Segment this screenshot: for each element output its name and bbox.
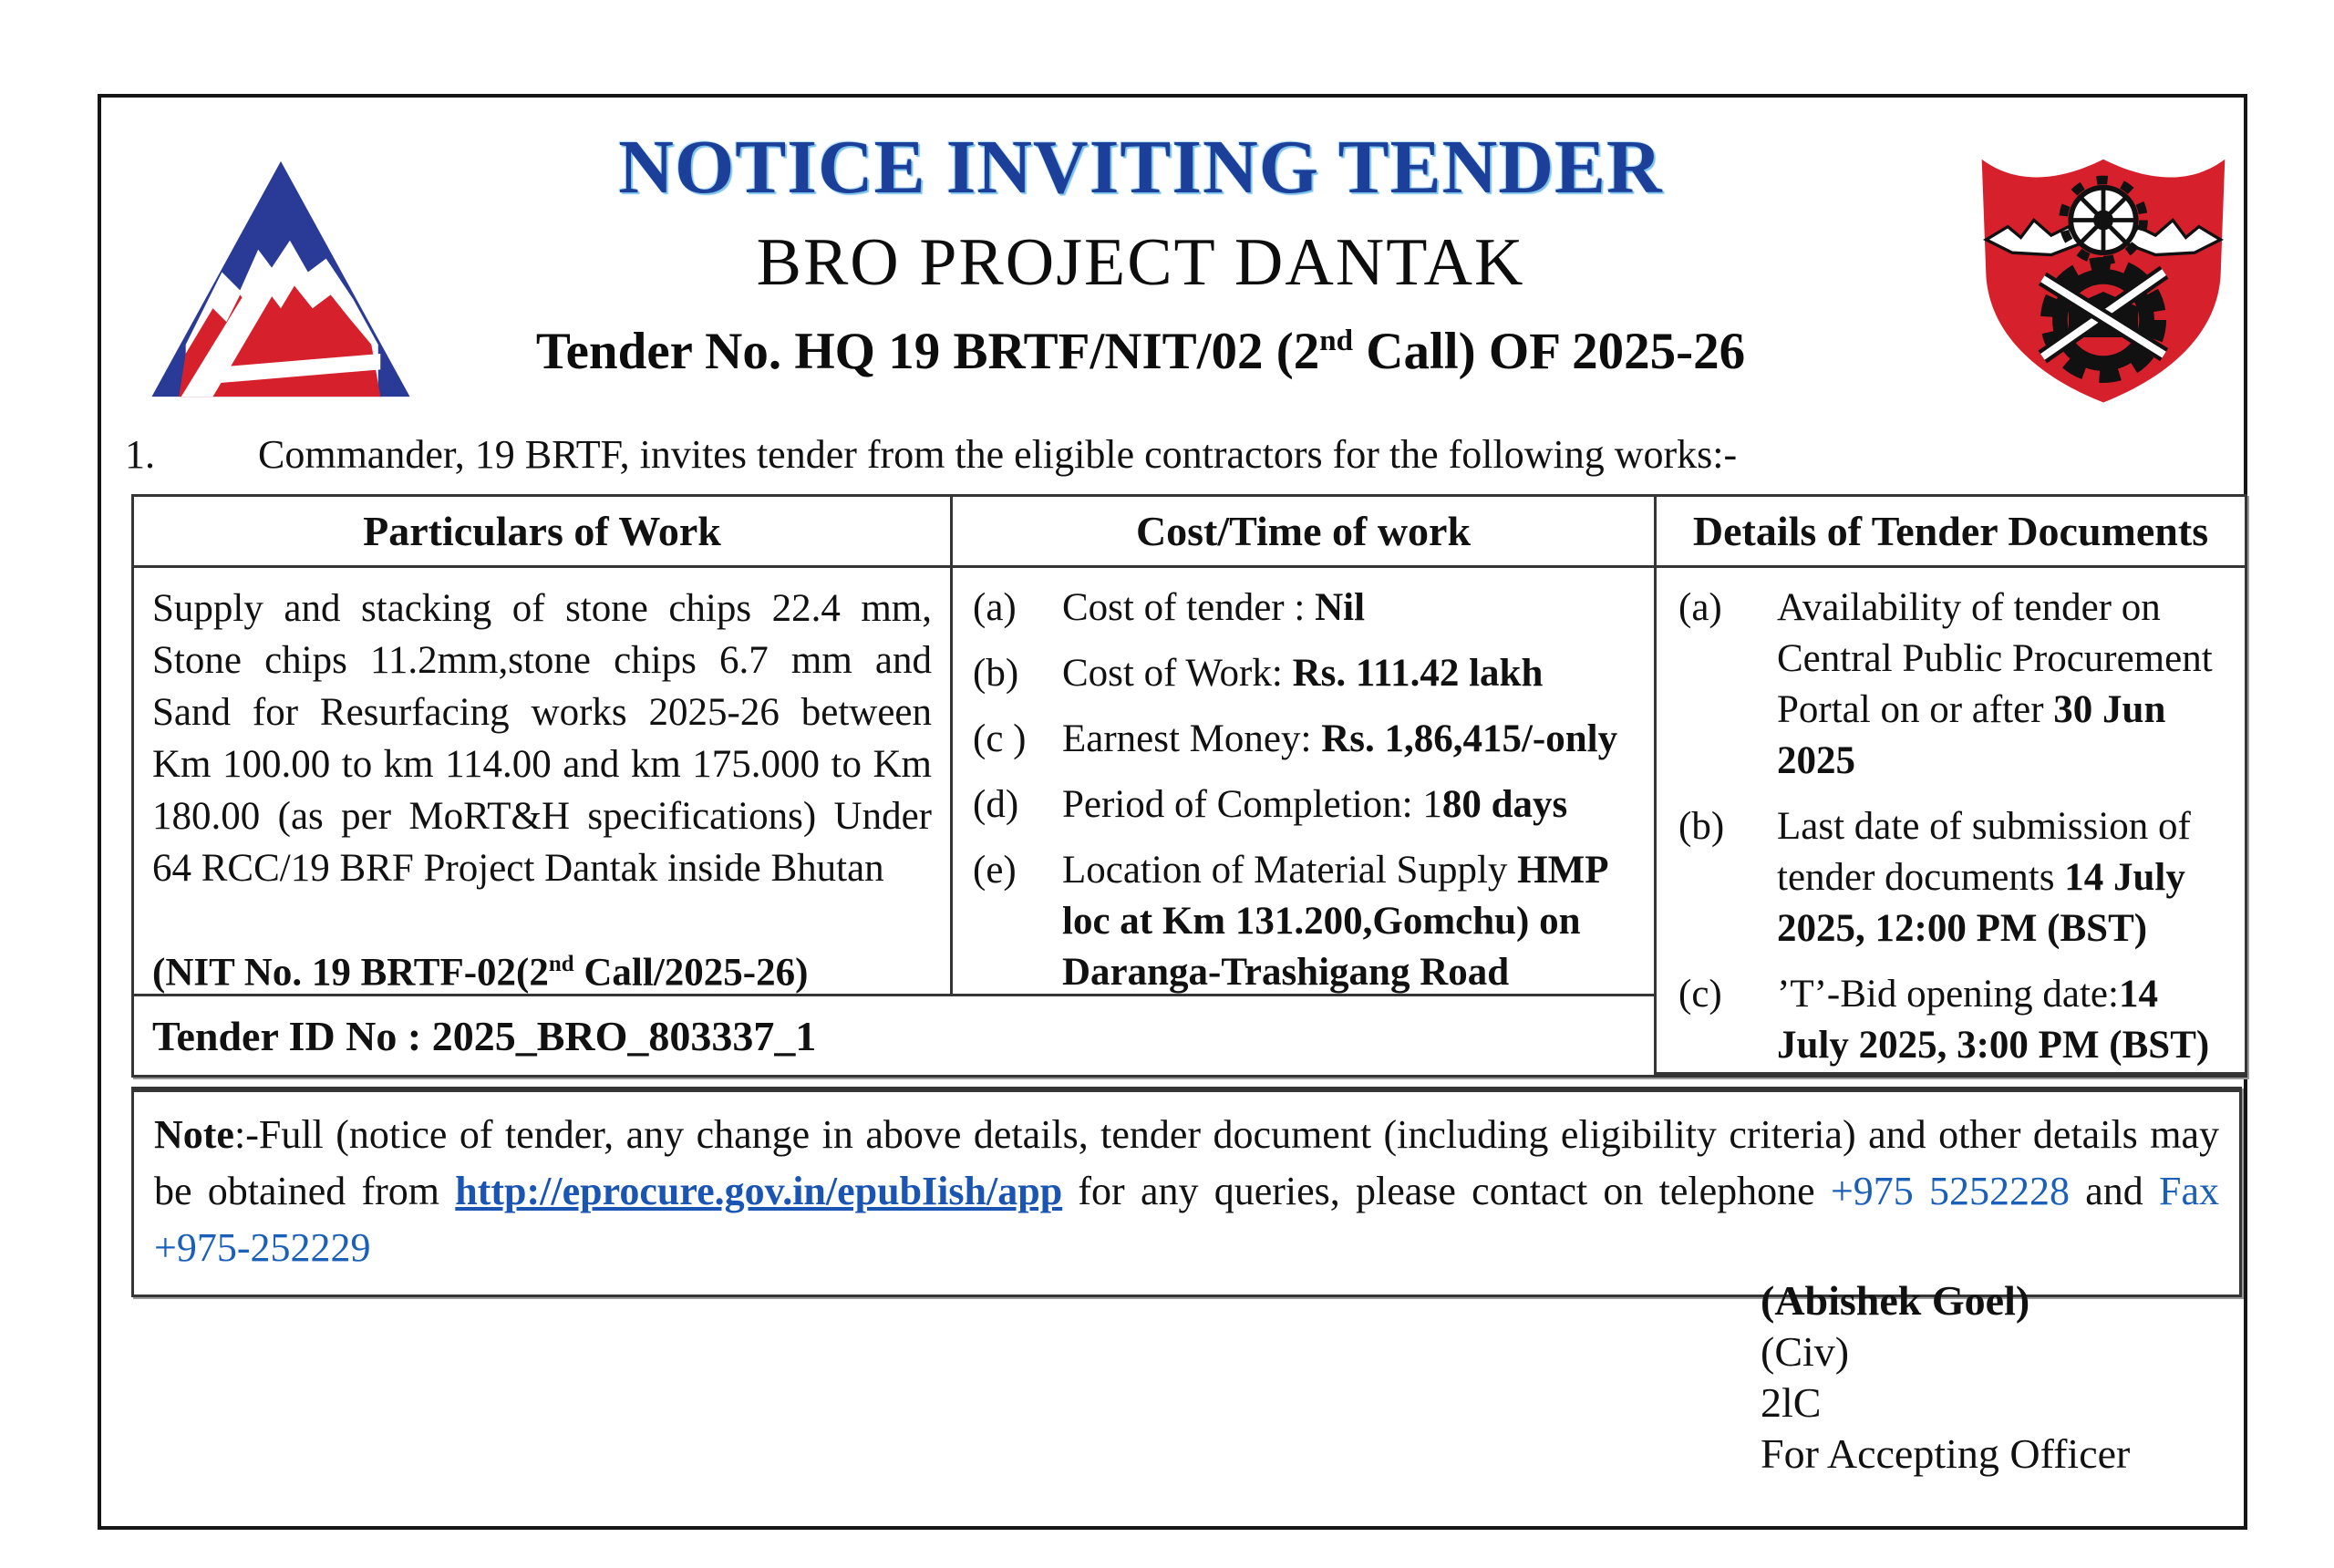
- list-item-location-of-material: [973, 845, 1643, 998]
- tender-notice-page: [98, 94, 2247, 1530]
- tender-id-cell: Tender ID No : 2025_BRO_803337_1: [134, 996, 1657, 1075]
- item-text-regular: Availability of tender on Central Public Procurement Portal on or after: [1777, 586, 2213, 731]
- item-text: [1777, 969, 2236, 1071]
- nit-prefix: (NIT No. 19 BRTF-02(2: [152, 951, 549, 995]
- tender-table: [131, 494, 2247, 1078]
- fax-number: Fax +975-252229: [154, 1169, 2220, 1270]
- item-text-bold: Rs. 1,86,415/-only: [1321, 717, 1618, 760]
- note-text-before-link: :-Full (notice of tender, any change in above details, tender document (including eligibility criteria) and other details may be obtained from: [154, 1112, 2219, 1213]
- list-item-last-date: [1678, 801, 2236, 954]
- item-text-regular: Earnest Money:: [1062, 717, 1322, 760]
- eprocure-link[interactable]: http://eprocure.gov.in/epubIish/app: [455, 1169, 1063, 1213]
- list-item-cost-of-tender: [973, 583, 1643, 634]
- item-text: [1062, 714, 1643, 765]
- item-label: (a): [973, 586, 1017, 629]
- item-text: [1777, 801, 2236, 954]
- note-and-text: and: [2070, 1169, 2160, 1213]
- item-text-bold: 30 Jun 2025: [1777, 688, 2166, 782]
- tender-documents-cell: [1657, 568, 2245, 1075]
- item-text-bold: 14 July 2025, 12:00 PM (BST): [1777, 856, 2185, 950]
- signatory-designation-civ: (Civ): [1761, 1328, 1850, 1375]
- tender-number-prefix: Tender No. HQ 19 BRTF/NIT/02 (2: [535, 323, 1320, 380]
- item-text-bold: HMP loc at Km 131.200,Gomchu) on Daranga-Trashigang Road: [1062, 849, 1607, 994]
- tender-number-line: [256, 322, 2025, 381]
- item-label: (b): [973, 652, 1019, 695]
- tender-number-ordinal: nd: [1319, 325, 1354, 357]
- note-text-after-link: for any queries, please contact on telephone: [1062, 1169, 1831, 1213]
- item-text-bold: 80 days: [1441, 783, 1568, 826]
- page-title: NOTICE INVITING TENDER: [618, 125, 1663, 210]
- intro-number: 1.: [125, 432, 155, 477]
- note-label: Note: [154, 1112, 234, 1157]
- item-text-bold: Nil: [1315, 586, 1366, 629]
- item-text: [1062, 845, 1643, 998]
- project-subtitle: BRO PROJECT DANTAK: [756, 225, 1525, 300]
- item-label: (c): [1678, 973, 1722, 1016]
- item-label: (e): [973, 849, 1017, 892]
- cost-time-cell: [953, 568, 1657, 996]
- intro-text: Commander, 19 BRTF, invites tender from the eligible contractors for the following works:-: [258, 432, 1738, 477]
- intro-line: [125, 431, 1737, 478]
- list-item-cost-of-work: [973, 648, 1643, 699]
- item-label: (d): [973, 783, 1019, 826]
- column-header-particulars: Particulars of Work: [134, 497, 953, 568]
- column-header-details: Details of Tender Documents: [1657, 497, 2245, 568]
- telephone-number: +975 5252228: [1830, 1169, 2071, 1213]
- nit-ordinal: nd: [548, 952, 574, 976]
- list-item-period-of-completion: [973, 779, 1643, 830]
- list-item-availability: [1678, 583, 2236, 787]
- item-text: [1062, 583, 1643, 634]
- item-text-regular: ’T’-Bid opening date:: [1777, 973, 2119, 1016]
- list-item-bid-opening: [1678, 969, 2236, 1071]
- item-text-regular: Last date of submission of tender documents: [1777, 805, 2191, 899]
- signatory-rank: 2lC: [1761, 1379, 1822, 1426]
- list-item-earnest-money: [973, 714, 1643, 765]
- particulars-cell: [134, 568, 953, 996]
- nit-number-line: [152, 938, 932, 998]
- nit-suffix: Call/2025-26): [573, 951, 809, 995]
- item-text-regular: Cost of tender :: [1062, 586, 1316, 629]
- tender-number-suffix: Call) OF 2025-26: [1353, 323, 1746, 380]
- item-label: (a): [1678, 586, 1722, 629]
- item-text-bold: 14 July 2025, 3:00 PM (BST): [1777, 973, 2210, 1067]
- item-text-regular: Location of Material Supply: [1062, 849, 1518, 892]
- item-label: (b): [1678, 805, 1725, 848]
- note-box: [131, 1087, 2242, 1297]
- item-text: [1062, 779, 1643, 830]
- column-header-cost-time: Cost/Time of work: [953, 497, 1657, 568]
- signatory-name: (Abishek Goel): [1761, 1277, 2030, 1324]
- work-description: Supply and stacking of stone chips 22.4 mm, Stone chips 11.2mm,stone chips 6.7 mm and Sand for Resurfacing works 2025-26 between Km 100.00 to km 114.00 and km 175.000 to Km 180.00 (as per MoRT&H specifications) Under 64 RCC/19 BRF Project Dantak inside Bhutan: [152, 587, 932, 890]
- item-text-regular: Period of Completion: 1: [1062, 783, 1442, 826]
- signature-block: [1761, 1275, 2130, 1480]
- item-text: [1777, 583, 2236, 787]
- item-text-regular: Cost of Work:: [1062, 652, 1293, 695]
- item-label: (c ): [973, 717, 1027, 760]
- item-text-bold: Rs. 111.42 lakh: [1292, 652, 1544, 695]
- header-block: [256, 123, 2025, 381]
- signatory-for: For Accepting Officer: [1761, 1430, 2131, 1477]
- item-text: [1062, 648, 1643, 699]
